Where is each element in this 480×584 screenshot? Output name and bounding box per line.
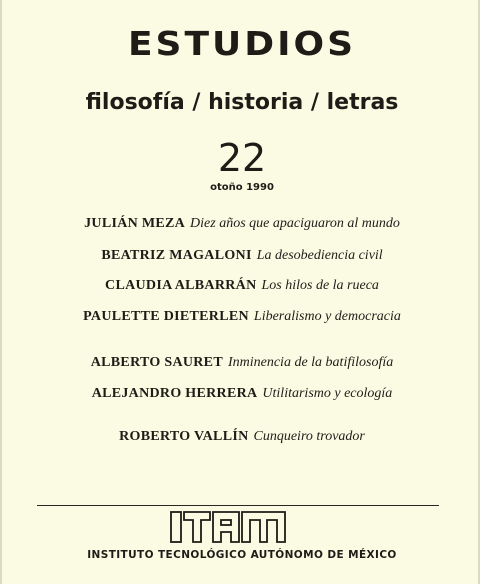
toc-entry [2,278,480,294]
toc-entry [2,355,480,371]
institution-name: INSTITUTO TECNOLÓGICO AUTÓNOMO DE MÉXICO [87,549,397,561]
toc-author: PAULETTE DIETERLEN [83,309,249,324]
toc-title: Los hilos de la rueca [261,278,379,293]
toc-title: La desobediencia civil [256,248,383,263]
issue-date: otoño 1990 [210,182,274,193]
toc-author: BEATRIZ MAGALONI [101,248,252,263]
magazine-title: ESTUDIOS [127,25,357,64]
toc-entry [2,386,480,402]
toc-title: Diez años que apaciguaron al mundo [190,216,400,231]
toc-author: ALBERTO SAURET [90,355,223,370]
toc-title: Inminencia de la batifilosofía [227,355,394,370]
toc-entry [2,216,480,232]
toc-entry [2,309,480,325]
toc-entry [2,429,480,445]
toc-title: Cunqueiro trovador [253,429,365,444]
divider-rule [37,505,439,506]
itam-logo [170,511,286,543]
toc-entry [2,248,480,264]
toc-author: CLAUDIA ALBARRÁN [105,278,257,293]
toc-title: Utilitarismo y ecología [262,386,393,401]
issue-number: 22 [217,136,267,180]
magazine-subtitle: filosofía / historia / letras [85,90,399,115]
toc-author: JULIÁN MEZA [84,216,186,231]
toc-author: ROBERTO VALLÍN [119,429,249,444]
toc-author: ALEJANDRO HERRERA [91,386,258,401]
toc-title: Liberalismo y democracia [253,309,401,324]
